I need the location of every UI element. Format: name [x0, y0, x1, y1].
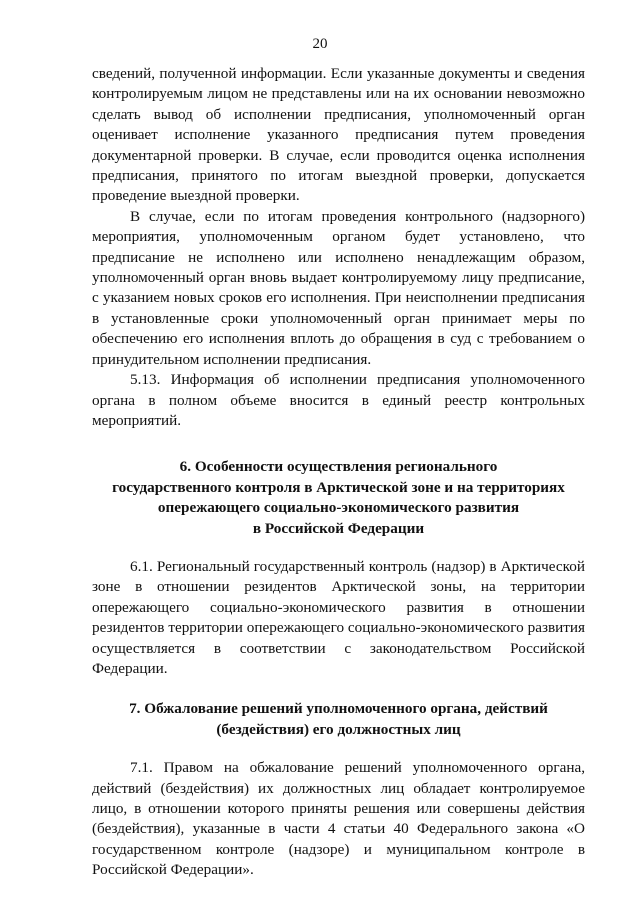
paragraph-continuation: сведений, полученной информации. Если указанные документы и сведения контролируемым лицом не представлены или на их основании невозможно сделать вывод об исполнении предписания, уполномоченный орган оценивает исполнение указанного предписания путем проведения документарной проверки. В случае, если проводится оценка исполнения предписания, принятого по итогам выездной проверки, допускается проведение выездной проверки.	[92, 65, 585, 205]
section-6-heading-line: опережающего социально-экономического развития	[157, 499, 520, 517]
section-6-heading-line: государственного контроля в Арктической зоне и на территориях	[112, 478, 565, 496]
section-6-heading-line: 6. Особенности осуществления регионального	[179, 458, 498, 476]
paragraph-7-1: 7.1. Правом на обжалование решений уполномоченного органа, действий (бездействия) их должностных лиц обладает контролируемое лицо, в отношении которого приняты решения или совершены действия (бездействия), указанные в части 4 статьи 40 Федерального закона «О государственном контроле (надзоре) и муниципальном контроле в Российской Федерации».	[92, 759, 585, 879]
section-7-heading-line: 7. Обжалование решений уполномоченного органа, действий	[129, 700, 548, 718]
section-7-heading	[92, 699, 585, 740]
paragraph-5-13: 5.13. Информация об исполнении предписания уполномоченного органа в полном объеме вносится в единый реестр контрольных мероприятий.	[92, 371, 585, 429]
paragraph-noncompliance: В случае, если по итогам проведения контрольного (надзорного) мероприятия, уполномоченным органом будет установлено, что предписание не исполнено или исполнено ненадлежащим образом, уполномоченный орган вновь выдает контролируемому лицу предписание, с указанием новых сроков его исполнения. При неисполнении предписания в установленные сроки уполномоченный орган принимает меры по обеспечению его исполнения вплоть до обращения в суд с требованием о принудительном исполнении предписания.	[92, 207, 585, 368]
section-6-heading-line: в Российской Федерации	[252, 519, 425, 537]
paragraph-6-1: 6.1. Региональный государственный контроль (надзор) в Арктической зоне в отношении резидентов Арктической зоны, на территории опережающего социально-экономического развития в отношении резидентов территории опережающего социально-экономического развития осуществляется в соответствии с законодательством Российской Федерации.	[92, 557, 585, 677]
document-body	[92, 64, 585, 881]
section-6-heading	[92, 457, 585, 539]
page-number: 20	[312, 36, 328, 52]
section-7-heading-line: (бездействия) его должностных лиц	[216, 720, 461, 738]
